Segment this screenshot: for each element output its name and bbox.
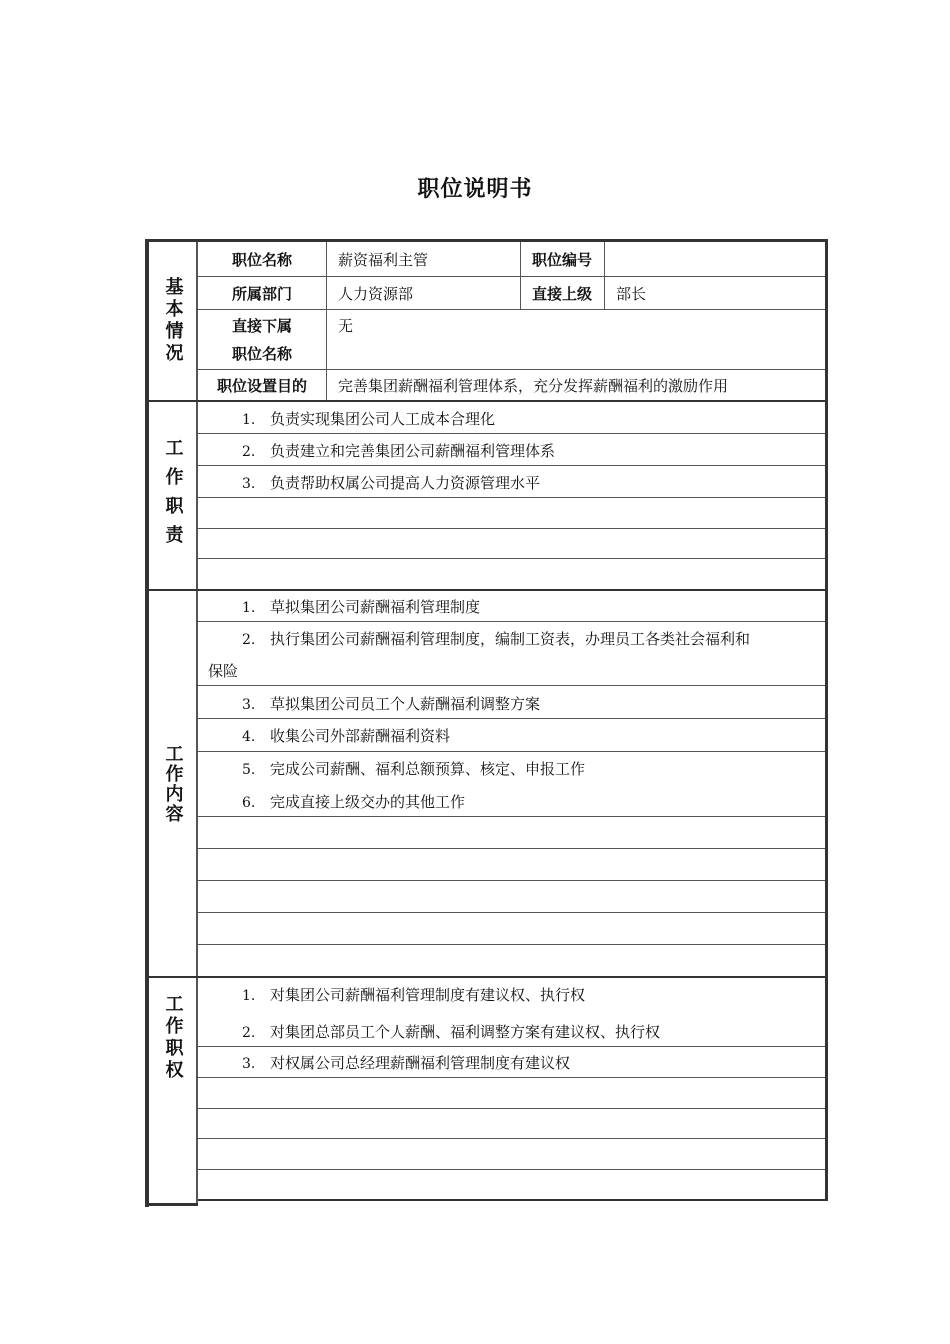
section-label-duties <box>150 402 196 589</box>
superior-value: 部长 <box>616 284 647 303</box>
content-row-2 <box>198 622 825 686</box>
list-item: 2. 对集团总部员工个人薪酬、福利调整方案有建议权、执行权 <box>242 1023 661 1041</box>
list-item: 1. 对集团公司薪酬福利管理制度有建议权、执行权 <box>242 986 586 1004</box>
list-item: 4. 收集公司外部薪酬福利资料 <box>242 727 451 745</box>
authority-row-empty <box>198 1170 825 1199</box>
purpose-value: 完善集团薪酬福利管理体系，充分发挥薪酬福利的激励作用 <box>338 376 729 395</box>
section-label-basic <box>150 242 196 400</box>
list-item: 3. 草拟集团公司员工个人薪酬福利调整方案 <box>242 695 541 713</box>
authority-row-1 <box>198 978 825 1010</box>
basic-row-1 <box>198 242 825 277</box>
section-authority-text: 工作职权 <box>162 994 184 1082</box>
position-no-label: 职位编号 <box>531 250 592 269</box>
list-item: 3. 负责帮助权属公司提高人力资源管理水平 <box>242 474 541 492</box>
content-row-1 <box>198 591 825 622</box>
content-row-empty <box>198 913 825 945</box>
content-row-4 <box>198 719 825 752</box>
content-row-empty <box>198 849 825 881</box>
position-name-label: 职位名称 <box>231 250 292 269</box>
duty-row-empty <box>198 529 825 559</box>
subordinate-label-line2: 职位名称 <box>231 344 292 363</box>
list-item: 2. 负责建立和完善集团公司薪酬福利管理体系 <box>242 442 556 460</box>
list-item: 3. 对权属公司总经理薪酬福利管理制度有建议权 <box>242 1054 571 1072</box>
authority-row-empty <box>198 1078 825 1109</box>
duty-row-3 <box>198 466 825 498</box>
subordinate-label-line1: 直接下属 <box>231 316 292 335</box>
page-title: 职位说明书 <box>417 177 533 202</box>
list-item: 1. 草拟集团公司薪酬福利管理制度 <box>242 598 481 616</box>
basic-row-2 <box>198 277 825 310</box>
subordinate-label <box>198 310 326 369</box>
section-content-text: 工作内容 <box>162 743 184 824</box>
subordinate-value: 无 <box>338 317 354 335</box>
content-row-empty <box>198 945 825 976</box>
position-no-value <box>616 242 816 276</box>
section-label-authority <box>150 978 196 1098</box>
basic-row-3 <box>198 310 825 370</box>
basic-row-4 <box>198 370 825 400</box>
department-label: 所属部门 <box>231 284 292 303</box>
section-basic-text: 基本情况 <box>162 277 184 365</box>
duty-row-1 <box>198 402 825 434</box>
duty-row-empty <box>198 498 825 529</box>
position-name-value: 薪资福利主管 <box>338 250 429 269</box>
authority-row-empty <box>198 1139 825 1170</box>
authority-row-2 <box>198 1010 825 1047</box>
list-item: 1. 负责实现集团公司人工成本合理化 <box>242 410 496 428</box>
section-duties-text: 工作职责 <box>162 437 184 554</box>
content-row-empty <box>198 881 825 913</box>
duty-row-empty <box>198 559 825 589</box>
list-item: 5. 完成公司薪酬、福利总额预算、核定、申报工作 <box>242 760 586 778</box>
department-value: 人力资源部 <box>338 284 414 303</box>
authority-row-empty <box>198 1109 825 1139</box>
list-item: 6. 完成直接上级交办的其他工作 <box>242 793 466 811</box>
list-item: 2. 执行集团公司薪酬福利管理制度，编制工资表，办理员工各类社会福利和 <box>242 630 751 648</box>
authority-row-3 <box>198 1047 825 1078</box>
content-row-empty <box>198 817 825 849</box>
content-row-5 <box>198 752 825 785</box>
duty-row-2 <box>198 434 825 466</box>
section-label-content <box>150 591 196 976</box>
content-row-6 <box>198 785 825 817</box>
purpose-label: 职位设置目的 <box>216 376 307 395</box>
list-item-continuation: 保险 <box>208 662 239 680</box>
content-row-3 <box>198 686 825 719</box>
superior-label: 直接上级 <box>531 284 592 303</box>
